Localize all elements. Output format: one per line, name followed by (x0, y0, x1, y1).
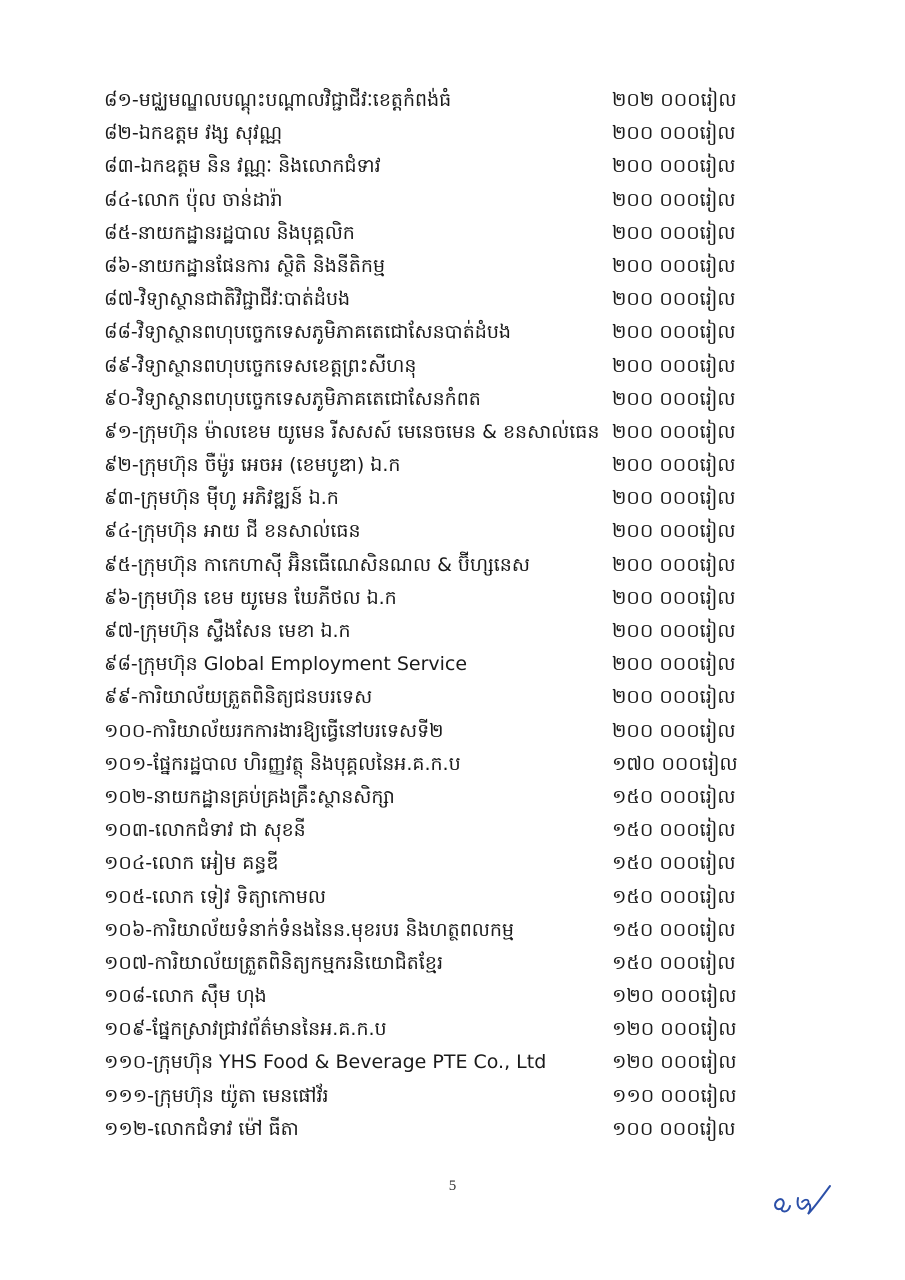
list-item (104, 84, 764, 117)
recipient-name: ៨២-ឯកឧត្តម វង្ស សុវណ្ណ (104, 122, 283, 145)
amount-value: ២០០ ០០០រៀល (612, 719, 736, 742)
recipient-name: ១១០-ក្រុមហ៊ុន YHS Food & Beverage PTE Co., Ltd (104, 1051, 547, 1074)
page-number: 5 (448, 1178, 457, 1194)
list-item (104, 316, 764, 349)
amount-value: ២០០ ០០០រៀល (612, 321, 736, 344)
amount-value: ១៥០ ០០០រៀល (612, 785, 736, 808)
amount-value: ២០០ ០០០រៀល (612, 387, 736, 410)
list-item (104, 482, 764, 515)
list-item (104, 748, 764, 781)
list-item (104, 217, 764, 250)
recipient-name: ៨៥-នាយកដ្ឋានរដ្ឋបាល និងបុគ្គលិក (104, 221, 355, 244)
list-item (104, 914, 764, 947)
amount-value: ២០០ ០០០រៀល (612, 686, 736, 709)
amount-value: ២០០ ០០០រៀល (612, 188, 736, 211)
recipient-name: ១០៥-លោក ទៀវ ទិត្យាកោមល (104, 885, 327, 908)
list-item (104, 847, 764, 880)
amount-value: ២០២ ០០០រៀល (612, 89, 737, 111)
list-item (104, 150, 764, 183)
list-item (104, 1046, 764, 1079)
amount-value: ១៥០ ០០០រៀល (612, 819, 736, 842)
amount-value: ១០០ ០០០រៀល (612, 1117, 736, 1140)
recipient-name: ១១១-ក្រុមហ៊ុន យ៉ូតា មេនផៅវ័រ (104, 1084, 329, 1107)
amount-value: ២០០ ០០០រៀល (612, 553, 736, 576)
amount-value: ១៧០ ០០០រៀល (612, 752, 738, 775)
recipient-name: ៩៦-ក្រុមហ៊ុន ខេម យូមេន ឃែភីថល ឯ.ក (104, 586, 397, 609)
amount-value: ២០០ ០០០រៀល (612, 420, 736, 443)
list-item (104, 449, 764, 482)
recipient-name: ៨៩-វិទ្យាស្ថានពហុបច្ចេកទេសខេត្តព្រះសីហនុ (104, 354, 417, 377)
amount-value: ២០០ ០០០រៀល (612, 586, 736, 609)
recipient-name: ១០៧-ការិយាល័យត្រួតពិនិត្យកម្មករនិយោជិតខ្មែរ (104, 951, 443, 974)
recipient-name: ១០៤-លោក អៀម គន្ធឌី (104, 852, 279, 875)
amount-value: ១២០ ០០០រៀល (612, 985, 737, 1008)
list-item (104, 117, 764, 150)
amount-value: ១៥០ ០០០រៀល (612, 852, 736, 875)
recipient-name: ១០១-ផ្នែករដ្ឋបាល ហិរញ្ញវត្ថុ និងបុគ្គលនៃអ.គ.ក.ប (104, 752, 461, 775)
list-item (104, 549, 764, 582)
list-item (104, 184, 764, 217)
recipient-name: ៨៧-វិទ្យាស្ថានជាតិវិជ្ជាជីវៈបាត់ដំបង (104, 288, 351, 311)
list-item (104, 1013, 764, 1046)
amount-value: ២០០ ០០០រៀល (612, 155, 736, 178)
amount-value: ១២០ ០០០រៀល (612, 1051, 737, 1074)
list-item (104, 582, 764, 615)
recipient-name: ១០០-ការិយាល័យរកការងារឱ្យធ្វើនៅបរទេសទី២ (104, 719, 444, 742)
list-item (104, 1113, 764, 1146)
list-item (104, 416, 764, 449)
recipient-name: ៨៦-នាយកដ្ឋានផែនការ ស្ថិតិ និងនីតិកម្ម (104, 254, 386, 277)
amount-value: ១៥០ ០០០រៀល (612, 918, 736, 941)
list-item (104, 1080, 764, 1113)
donation-list (104, 84, 764, 1146)
handwritten-initials (768, 1178, 838, 1222)
recipient-name: ៩៧-ក្រុមហ៊ុន ស្ទឹងសែន មេខា ឯ.ក (104, 620, 351, 642)
recipient-name: ១០២-នាយកដ្ឋានគ្រប់គ្រងគ្រឹះស្ថានសិក្សា (104, 785, 395, 808)
list-item (104, 980, 764, 1013)
recipient-name: ១១២-លោកជំទាវ ម៉ៅ ធីតា (104, 1117, 299, 1140)
amount-value: ១២០ ០០០រៀល (612, 1018, 737, 1041)
amount-value: ១៥០ ០០០រៀល (612, 885, 736, 908)
recipient-name: ៩៣-ក្រុមហ៊ុន ម៉ីហូ អភិវឌ្ឍន៍ ឯ.ក (104, 487, 339, 510)
list-item (104, 283, 764, 316)
amount-value: ២០០ ០០០រៀល (612, 620, 736, 642)
list-item (104, 515, 764, 548)
amount-value: ២០០ ០០០រៀល (612, 487, 736, 510)
amount-value: ២០០ ០០០រៀល (612, 454, 736, 477)
list-item (104, 615, 764, 648)
amount-value: ២០០ ០០០រៀល (612, 254, 736, 277)
recipient-name: ៩៩-ការិយាល័យត្រួតពិនិត្យជនបរទេស (104, 686, 373, 709)
list-item (104, 715, 764, 748)
amount-value: ២០០ ០០០រៀល (612, 221, 736, 244)
list-item (104, 250, 764, 283)
amount-value: ២០០ ០០០រៀល (612, 520, 736, 543)
recipient-name: ១០៣-លោកជំទាវ ជា សុខនី (104, 819, 306, 842)
list-item (104, 781, 764, 814)
list-item (104, 881, 764, 914)
recipient-name: ៩១-ក្រុមហ៊ុន ម៉ាលខេម យូមេន រីសសស៍ មេនេចមេន & ខនសាល់ធេន (104, 420, 600, 443)
amount-value: ១១០ ០០០រៀល (612, 1084, 737, 1107)
recipient-name: ៩៥-ក្រុមហ៊ុន កាកេហាស៊ី អ៊ិនធើណេសិនណល & ប៊ីហ្សនេស (104, 553, 530, 576)
recipient-name: ៩៤-ក្រុមហ៊ុន អាយ ជី ខនសាល់ធេន (104, 520, 361, 543)
recipient-name: ៩០-វិទ្យាស្ថានពហុបច្ចេកទេសភូមិភាគតេជោសែនកំពត (104, 387, 481, 410)
list-item (104, 681, 764, 714)
amount-value: ១៥០ ០០០រៀល (612, 951, 736, 974)
amount-value: ២០០ ០០០រៀល (612, 288, 736, 311)
list-item (104, 350, 764, 383)
recipient-name: ៨៣-ឯកឧត្តម និន វណ្ណៈ និងលោកជំទាវ (104, 155, 381, 178)
recipient-name: ៨៤-លោក ប៉ុល ចាន់ដារ៉ា (104, 188, 283, 211)
recipient-name: ១០៩-ផ្នែកស្រាវជ្រាវព័ត៌មាននៃអ.គ.ក.ប (104, 1018, 387, 1041)
recipient-name: ៩២-ក្រុមហ៊ុន ចឺម៉ូរ អេចអ (ខេមបូឌា) ឯ.ក (104, 454, 401, 477)
recipient-name: ១០៨-លោក ស៊ឹម ហុង (104, 985, 267, 1008)
recipient-name: ៩៨-ក្រុមហ៊ុន Global Employment Service (104, 653, 468, 676)
recipient-name: ១០៦-ការិយាល័យទំនាក់ទំនងនៃន.មុខរបរ និងហត្ថពលកម្ម (104, 918, 514, 941)
recipient-name: ៨១-មជ្ឈមណ្ឌលបណ្តុះបណ្តាលវិជ្ជាជីវៈខេត្តកំពង់ធំ (104, 89, 452, 111)
list-item (104, 383, 764, 416)
recipient-name: ៨៨-វិទ្យាស្ថានពហុបច្ចេកទេសភូមិភាគតេជោសែនបាត់ដំបង (104, 321, 511, 344)
list-item (104, 648, 764, 681)
list-item (104, 814, 764, 847)
amount-value: ២០០ ០០០រៀល (612, 122, 736, 145)
list-item (104, 947, 764, 980)
amount-value: ២០០ ០០០រៀល (612, 354, 736, 377)
amount-value: ២០០ ០០០រៀល (612, 653, 736, 676)
